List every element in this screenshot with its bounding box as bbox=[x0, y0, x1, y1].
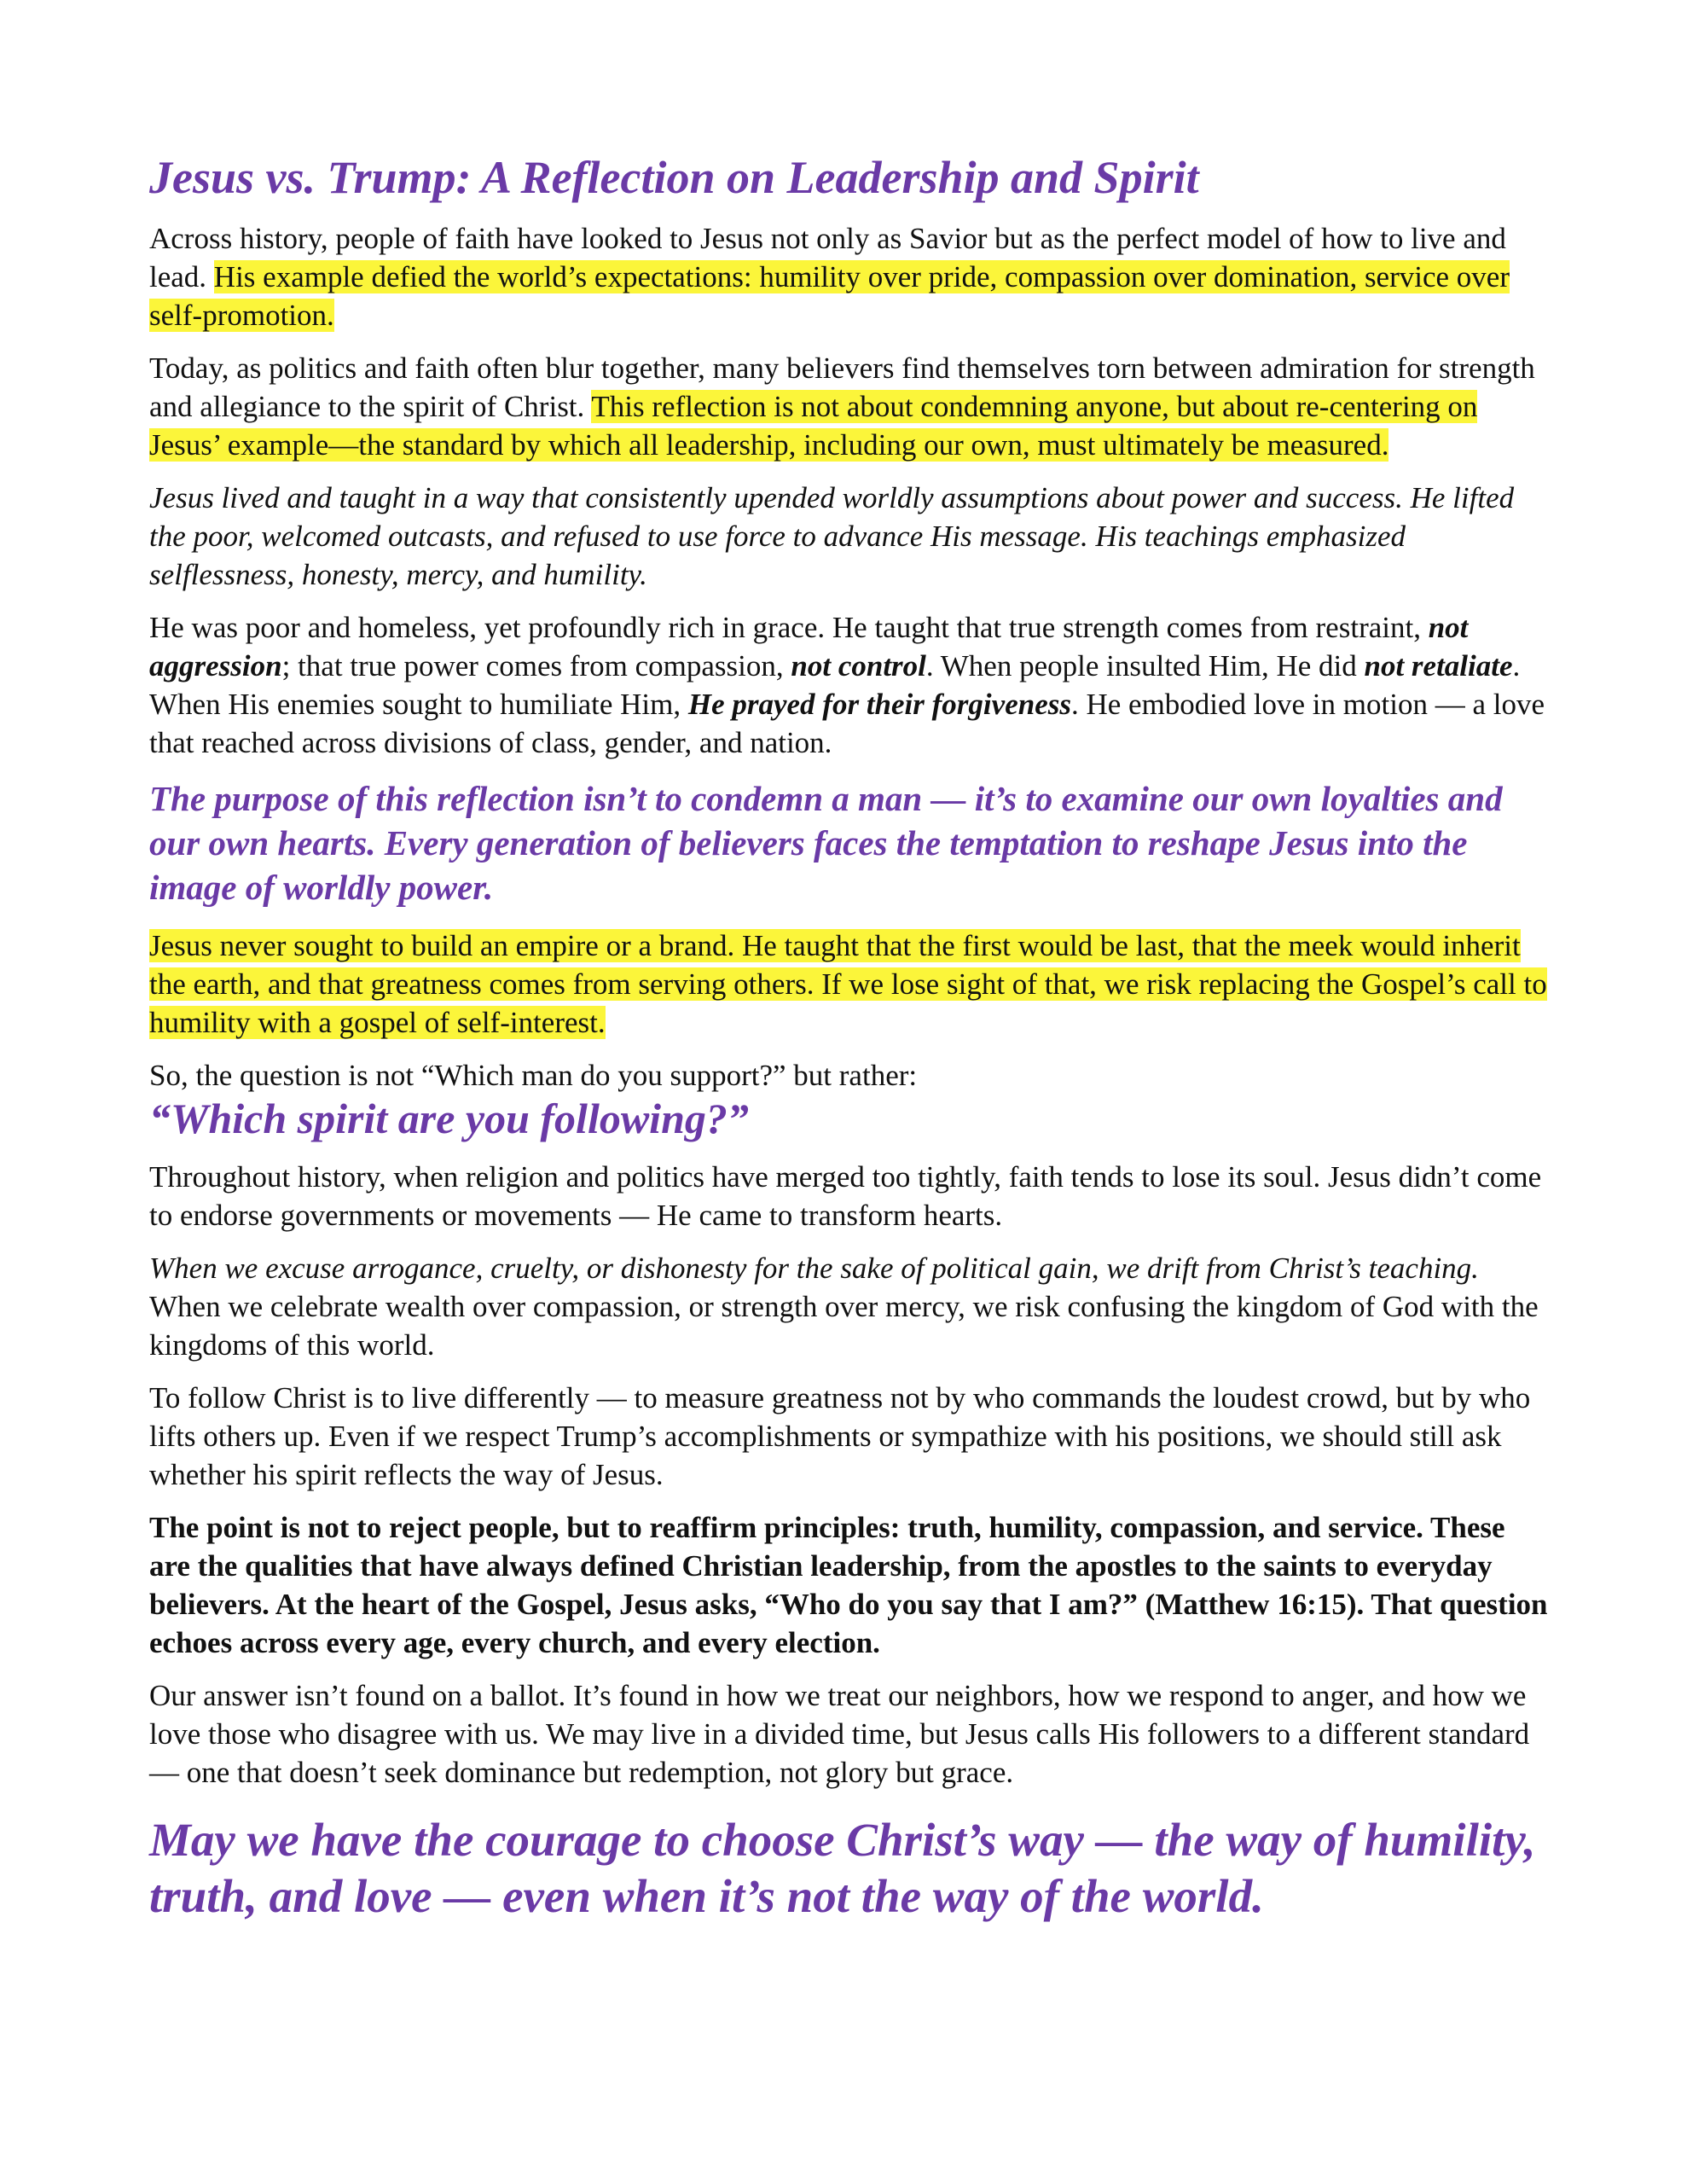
question-lead: So, the question is not “Which man do you support?” but rather: bbox=[149, 1059, 918, 1092]
paragraph-today bbox=[149, 349, 1548, 464]
emphasis-not-retaliate: not retaliate bbox=[1364, 649, 1513, 682]
paragraph-jesus-lived: Jesus lived and taught in a way that consistently upended worldly assumptions about power and success. He lifted the poor, welcomed outcasts, and refused to use force to advance His message. His teachings emphasized selflessness, honesty, mercy, and humility. bbox=[149, 481, 1515, 591]
purpose-callout: The purpose of this reflection isn’t to condemn a man — it’s to examine our own loyalties and our own hearts. Every generation of believers faces the temptation to reshape Jesus into the image of worldly power. bbox=[149, 779, 1503, 907]
paragraph-excuse bbox=[149, 1249, 1548, 1364]
today-highlight: This reflection is not about condemning anyone, but about re-centering on Jesus’ example—the standard by which all leadership, including our own, must ultimately be measured. bbox=[149, 390, 1478, 462]
today-text: Today, as politics and faith often blur together, many believers find themselves torn between admiration for strength and allegiance to the spirit of Christ. bbox=[149, 351, 1535, 423]
poor-text-2: ; that true power comes from compassion, bbox=[281, 649, 791, 682]
closing-statement: May we have the courage to choose Christ’s way — the way of humility, truth, and love — even when it’s not the way of the world. bbox=[149, 1814, 1536, 1922]
document-page bbox=[149, 149, 1548, 1925]
poor-text-3: . When people insulted Him, He did bbox=[925, 649, 1365, 682]
empire-highlight: Jesus never sought to build an empire or a brand. He taught that the first would be last, that the meek would inherit the earth, and that greatness comes from serving others. If we lose sight of that, we risk replacing the Gospel’s call to humility with a gospel of self-interest. bbox=[149, 929, 1547, 1039]
page-title: Jesus vs. Trump: A Reflection on Leadership and Spirit bbox=[149, 152, 1199, 203]
paragraph-history: Throughout history, when religion and politics have merged too tightly, faith tends to lose its soul. Jesus didn’t come to endorse governments or movements — He came to transform hearts. bbox=[149, 1160, 1542, 1232]
poor-text-4: . When His enemies sought to humiliate Him, bbox=[149, 649, 1521, 721]
excuse-italic: When we excuse arrogance, cruelty, or dishonesty for the sake of political gain, we drift from Christ’s teaching. bbox=[149, 1252, 1479, 1285]
poor-text-5: . He embodied love in motion — a love that reached across divisions of class, gender, and nation. bbox=[149, 688, 1545, 759]
intro-highlight: His example defied the world’s expectations: humility over pride, compassion over domination, service over self-promotion. bbox=[149, 260, 1510, 332]
paragraph-poor-homeless bbox=[149, 608, 1548, 762]
emphasis-prayed-forgiveness: He prayed for their forgiveness bbox=[687, 688, 1071, 721]
paragraph-follow-christ: To follow Christ is to live differently — to measure greatness not by who commands the loudest crowd, but by who lifts others up. Even if we respect Trump’s accomplishments or sympathize with his positions, we should still ask whether his spirit reflects the way of Jesus. bbox=[149, 1381, 1531, 1491]
emphasis-not-control: not control bbox=[791, 649, 926, 682]
paragraph-intro bbox=[149, 219, 1548, 334]
emphasis-not-aggression: not aggression bbox=[149, 611, 1469, 682]
paragraph-empire bbox=[149, 926, 1548, 1042]
poor-text-1: He was poor and homeless, yet profoundly rich in grace. He taught that true strength comes from restraint, bbox=[149, 611, 1429, 644]
paragraph-answer: Our answer isn’t found on a ballot. It’s found in how we treat our neighbors, how we respond to anger, and how we love those who disagree with us. We may live in a divided time, but Jesus calls His followers to a different standard — one that doesn’t seek dominance but redemption, not glory but grace. bbox=[149, 1679, 1530, 1789]
paragraph-principles: The point is not to reject people, but to reaffirm principles: truth, humility, compassion, and service. These are the qualities that have always defined Christian leadership, from the apostles to the saints to everyday believers. At the heart of the Gospel, Jesus asks, “Who do you say that I am?” (Matthew 16:15). That question echoes across every age, every church, and every election. bbox=[149, 1511, 1548, 1659]
intro-text: Across history, people of faith have looked to Jesus not only as Savior but as the perfect model of how to live and lead. bbox=[149, 222, 1506, 293]
question-heading: “Which spirit are you following?” bbox=[149, 1095, 749, 1142]
excuse-text: When we celebrate wealth over compassion, or strength over mercy, we risk confusing the kingdom of God with the kingdoms of this world. bbox=[149, 1290, 1539, 1362]
